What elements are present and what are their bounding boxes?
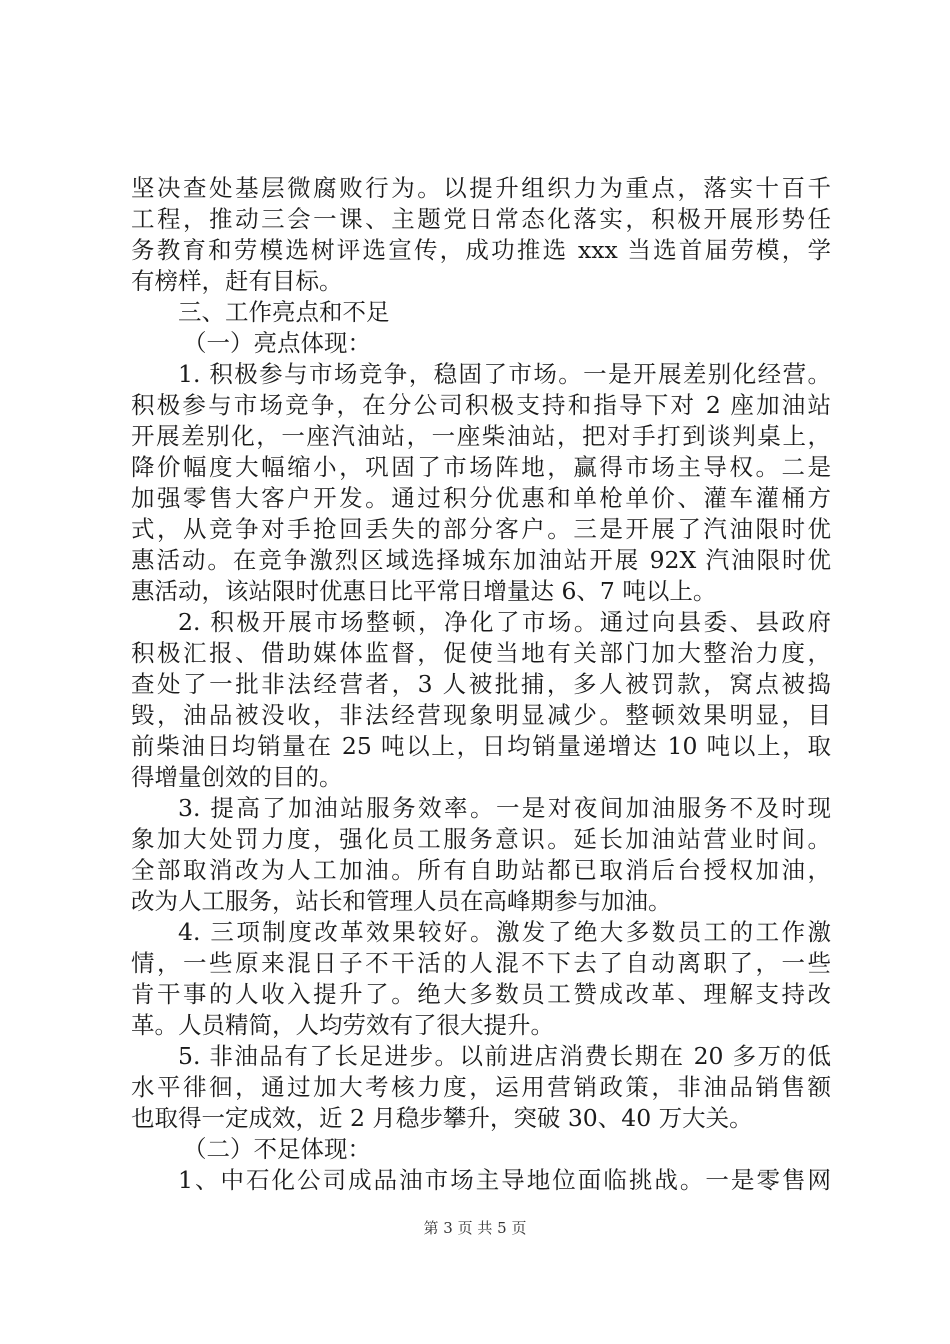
text-line: 肯干事的人收入提升了。绝大多数员工赞成改革、理解支持改 bbox=[131, 980, 831, 1008]
text-line: 有榜样，赶有目标。 bbox=[131, 267, 343, 295]
text-line: （二）不足体现： bbox=[183, 1135, 371, 1163]
document-body bbox=[131, 173, 831, 1196]
text-line: 前柴油日均销量在 25 吨以上，日均销量递增达 10 吨以上，取 bbox=[131, 732, 831, 760]
text-line: 3. 提高了加油站服务效率。一是对夜间加油服务不及时现 bbox=[178, 794, 831, 822]
text-line: 降价幅度大幅缩小，巩固了市场阵地，赢得市场主导权。二是 bbox=[131, 453, 831, 481]
text-line: 得增量创效的目的。 bbox=[131, 763, 343, 791]
text-line: 开展差别化，一座汽油站，一座柴油站，把对手打到谈判桌上， bbox=[131, 422, 831, 450]
text-line: 三、工作亮点和不足 bbox=[178, 298, 390, 326]
text-line: 务教育和劳模选树评选宣传，成功推选 xxx 当选首届劳模，学 bbox=[131, 236, 831, 264]
text-line: 2. 积极开展市场整顿，净化了市场。通过向县委、县政府 bbox=[178, 608, 831, 636]
text-line: 改为人工服务，站长和管理人员在高峰期参与加油。 bbox=[131, 887, 672, 915]
text-line: 积极汇报、借助媒体监督，促使当地有关部门加大整治力度， bbox=[131, 639, 831, 667]
text-line: 5. 非油品有了长足进步。以前进店消费长期在 20 多万的低 bbox=[178, 1042, 831, 1070]
text-line: 查处了一批非法经营者，3 人被批捕，多人被罚款，窝点被捣 bbox=[131, 670, 831, 698]
text-line: 惠活动，该站限时优惠日比平常日增量达 6、7 吨以上。 bbox=[131, 577, 717, 605]
text-line: 1. 积极参与市场竞争，稳固了市场。一是开展差别化经营。 bbox=[178, 360, 831, 388]
text-line: 情，一些原来混日子不干活的人混不下去了自动离职了，一些 bbox=[131, 949, 831, 977]
text-line: 1、中石化公司成品油市场主导地位面临挑战。一是零售网 bbox=[178, 1166, 831, 1194]
text-line: 4. 三项制度改革效果较好。激发了绝大多数员工的工作激 bbox=[178, 918, 831, 946]
page-footer: 第 3 页 共 5 页 bbox=[423, 1219, 527, 1237]
text-line: 惠活动。在竞争激烈区域选择城东加油站开展 92X 汽油限时优 bbox=[131, 546, 831, 574]
text-line: 工程，推动三会一课、主题党日常态化落实，积极开展形势任 bbox=[131, 205, 831, 233]
text-line: 全部取消改为人工加油。所有自助站都已取消后台授权加油， bbox=[131, 856, 831, 884]
text-line: （一）亮点体现： bbox=[183, 329, 371, 357]
text-line: 也取得一定成效，近 2 月稳步攀升，突破 30、40 万大关。 bbox=[131, 1104, 753, 1132]
text-line: 水平徘徊，通过加大考核力度，运用营销政策，非油品销售额 bbox=[131, 1073, 831, 1101]
text-line: 革。人员精简，人均劳效有了很大提升。 bbox=[131, 1011, 554, 1039]
text-line: 象加大处罚力度，强化员工服务意识。延长加油站营业时间。 bbox=[131, 825, 831, 853]
text-line: 式，从竞争对手抢回丢失的部分客户。三是开展了汽油限时优 bbox=[131, 515, 831, 543]
text-line: 坚决查处基层微腐败行为。以提升组织力为重点，落实十百千 bbox=[131, 174, 831, 202]
text-line: 积极参与市场竞争，在分公司积极支持和指导下对 2 座加油站 bbox=[131, 391, 831, 419]
text-line: 加强零售大客户开发。通过积分优惠和单枪单价、灌车灌桶方 bbox=[131, 484, 831, 512]
text-line: 毁，油品被没收，非法经营现象明显减少。整顿效果明显，目 bbox=[131, 701, 831, 729]
